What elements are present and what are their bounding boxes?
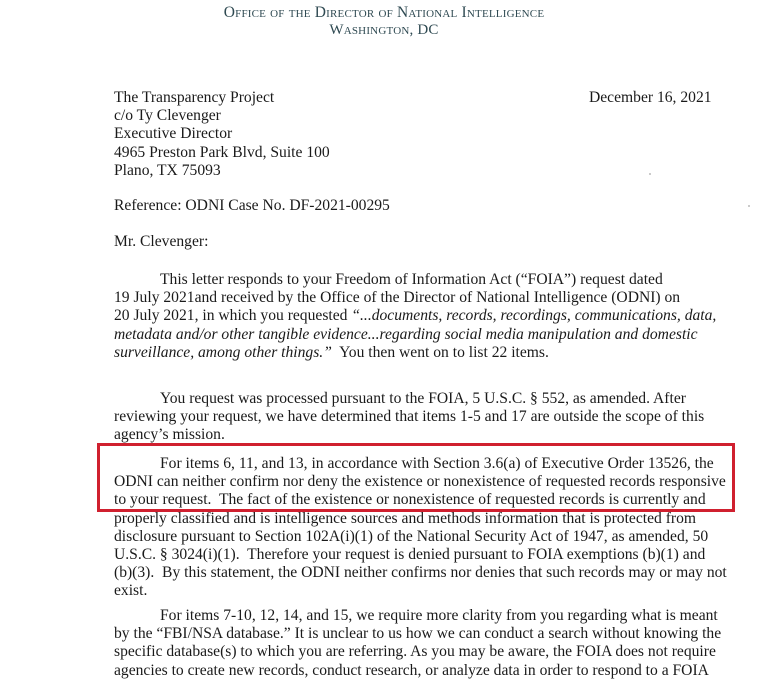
paragraph-line: U.S.C. § 3024(i)(1). Therefore your request is denied pursuant to FOIA exemptions (b)(1) and — [114, 546, 706, 564]
paragraph-line: disclosure pursuant to Section 102A(i)(1) of the National Security Act of 1947, as amended, 50 — [114, 527, 709, 545]
recipient-line: Plano, TX 75093 — [114, 161, 221, 179]
recipient-line: The Transparency Project — [114, 89, 275, 106]
reference-line: Reference: ODNI Case No. DF-2021-00295 — [114, 197, 390, 214]
scan-speck — [748, 205, 750, 207]
paragraph-line: For items 7-10, 12, 14, and 15, we require more clarity from you regarding what is meant — [160, 607, 718, 624]
paragraph-line: reviewing your request, we have determined that items 1-5 and 17 are outside the scope of this — [114, 408, 705, 426]
paragraph-line: 19 July 2021and received by the Office of the Director of National Intelligence (ODNI) on — [114, 289, 681, 307]
paragraph-line — [114, 326, 754, 344]
paragraph-line: properly classified and is intelligence sources and methods information that is protected from — [114, 509, 697, 527]
paragraph-line: to your request. The fact of the existence or nonexistence of requested records is currently and — [114, 491, 706, 509]
paragraph-text: You then went on to list 22 items. — [331, 343, 549, 361]
scan-speck — [649, 173, 651, 175]
letterhead — [0, 4, 768, 39]
letterhead-agency: Office of the Director of National Intelligence — [223, 4, 545, 21]
letter-date: December 16, 2021 — [589, 89, 712, 106]
recipient-line: Executive Director — [114, 125, 233, 143]
paragraph-line: agency’s mission. — [114, 426, 225, 444]
paragraph-line: by the “FBI/NSA database.” It is unclear to us how we can conduct a search without knowing the — [114, 625, 722, 643]
red-highlight-box — [97, 443, 735, 512]
quoted-request: “...documents, records, recordings, communications, data, — [351, 307, 717, 325]
paragraph-line: This letter responds to your Freedom of Information Act (“FOIA”) request dated — [160, 271, 663, 288]
paragraph-line: (b)(3). By this statement, the ODNI neither confirms nor denies that such records may or may not — [114, 564, 727, 582]
paragraph-line — [114, 307, 754, 325]
paragraph-line: agencies to create new records, conduct research, or analyze data in order to respond to a FOIA — [114, 661, 709, 679]
paragraph-text: 20 July 2021, in which you requested — [114, 307, 352, 325]
paragraph-line: exist. — [114, 582, 148, 600]
recipient-line: c/o Ty Clevenger — [114, 107, 221, 125]
paragraph-line: specific database(s) to which you are referring. As you may be aware, the FOIA does not require — [114, 643, 716, 661]
paragraph-scope — [114, 390, 754, 445]
paragraph-foia-request — [114, 271, 754, 362]
letterhead-location: Washington, DC — [329, 22, 439, 38]
paragraph-clarity — [114, 607, 754, 680]
quoted-request: surveillance, among other things.” — [114, 343, 332, 361]
paragraph-line: For items 6, 11, and 13, in accordance with Section 3.6(a) of Executive Order 13526, the — [160, 455, 714, 472]
paragraph-line — [114, 344, 754, 362]
quoted-request: metadata and/or other tangible evidence...regarding social media manipulation and domestic — [114, 325, 698, 343]
recipient-line: 4965 Preston Park Blvd, Suite 100 — [114, 143, 330, 161]
paragraph-line: ODNI can neither confirm nor deny the existence or nonexistence of requested records responsive — [114, 473, 726, 491]
recipient-address — [114, 89, 330, 180]
paragraph-line: You request was processed pursuant to the FOIA, 5 U.S.C. § 552, as amended. After — [160, 390, 686, 407]
salutation: Mr. Clevenger: — [114, 233, 209, 250]
